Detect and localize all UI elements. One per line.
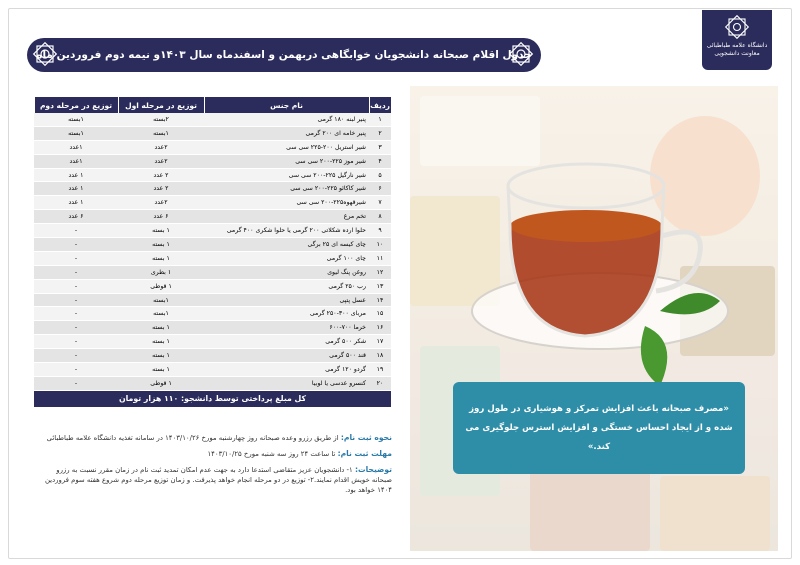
stage-one-qty: ۲بسته — [118, 113, 204, 126]
stage-one-qty: ۱ قوطی — [118, 376, 204, 390]
table-row — [34, 210, 391, 224]
table-row — [34, 196, 391, 210]
stage-two-qty: - — [34, 349, 118, 363]
table-row — [34, 376, 391, 390]
row-number: ۱۵ — [369, 307, 391, 321]
stage-two-qty: - — [34, 363, 118, 377]
star-ornament-icon — [30, 39, 60, 69]
table-row — [34, 238, 391, 252]
row-number: ۱۳ — [369, 279, 391, 293]
stage-one-qty: ۱ بسته — [118, 349, 204, 363]
page-title: جدول اقلام صبحانه دانشجویان خوابگاهی دربهمن و اسفندماه سال ۱۴۰۳و نیمه دوم فروردین ماه ۱۴۰۴ — [27, 38, 541, 72]
registration-label: نحوه ثبت نام: — [340, 433, 392, 442]
deadline-text: تا ساعت ۲۴ روز سه شنبه مورخ ۱۴۰۳/۱۰/۲۵ — [207, 450, 336, 458]
stage-two-qty: - — [34, 265, 118, 279]
stage-two-qty: ۶ عدد — [34, 210, 118, 224]
logo-line-1: دانشگاه علامه طباطبائی — [706, 42, 768, 49]
table-row — [34, 182, 391, 196]
university-emblem-icon — [724, 14, 750, 40]
table-row — [34, 335, 391, 349]
row-number: ۱۷ — [369, 335, 391, 349]
stage-one-qty: ۶ عدد — [118, 210, 204, 224]
stage-two-qty: ۱ عدد — [34, 182, 118, 196]
item-name: عسل پتپی — [204, 293, 369, 307]
stage-two-qty: ۱بسته — [34, 113, 118, 126]
row-number: ۱۰ — [369, 238, 391, 252]
item-name: گردو ۱۲۰ گرمی — [204, 363, 369, 377]
item-name: روغن پنگ لیوی — [204, 265, 369, 279]
item-name: شیر نارگیل ۲۲۵-۲۰۰ سی سی — [204, 168, 369, 182]
item-name: شیرقهوه۲۲۵-۲۰۰ سی سی — [204, 196, 369, 210]
stage-one-qty: ۲عدد — [118, 154, 204, 168]
stage-one-qty: ۱ بسته — [118, 238, 204, 252]
stage-one-qty: ۱ بسته — [118, 335, 204, 349]
stage-two-qty: ۱ عدد — [34, 168, 118, 182]
stage-two-qty: ۱عدد — [34, 140, 118, 154]
stage-one-qty: ۱ بسته — [118, 224, 204, 238]
stage-one-qty: ۱بسته — [118, 126, 204, 140]
table-row — [34, 279, 391, 293]
item-name: شیر موز ۲۲۵-۲۰۰ سی سی — [204, 154, 369, 168]
row-number: ۱۱ — [369, 251, 391, 265]
table-row — [34, 251, 391, 265]
row-number: ۱۸ — [369, 349, 391, 363]
stage-two-qty: - — [34, 238, 118, 252]
row-number: ۴ — [369, 154, 391, 168]
stage-two-qty: ۱عدد — [34, 154, 118, 168]
table-header-row — [34, 97, 391, 113]
explanation-label: توضیحات: — [354, 465, 392, 474]
stage-one-qty: ۲ عدد — [118, 182, 204, 196]
item-name: چای ۱۰۰ گرمی — [204, 251, 369, 265]
row-number: ۱۲ — [369, 265, 391, 279]
item-name: رب ۲۵۰ گرمی — [204, 279, 369, 293]
row-number: ۱۴ — [369, 293, 391, 307]
item-name: شیر استریل ۲۰۰-۲۲۵ سی سی — [204, 140, 369, 154]
stage-two-qty: - — [34, 224, 118, 238]
table-row — [34, 265, 391, 279]
table-row — [34, 126, 391, 140]
row-number: ۱۶ — [369, 321, 391, 335]
stage-one-qty: ۱ بطری — [118, 265, 204, 279]
item-name: پنیر لبنه ۱۸۰ گرمی — [204, 113, 369, 126]
stage-two-qty: - — [34, 307, 118, 321]
stage-one-qty: ۱بسته — [118, 293, 204, 307]
row-number: ۲ — [369, 126, 391, 140]
stage-one-qty: ۱ بسته — [118, 251, 204, 265]
explanation-text: ۱- دانشجویان عزیز متقاضی استدعا دارد به جهت عدم امکان تمدید ثبت نام در زمان مقرر نسبت به رزرو صبحانه خویش اقدام نمایند.۲- توزیع در دو مرحله انجام خواهد پذیرفت. و زمان توزیع مرحله دوم شروع هفته سوم فروردین ۱۴۰۴ خواهد بود. — [44, 466, 392, 494]
table-row — [34, 321, 391, 335]
stage-one-qty: ۲عدد — [118, 140, 204, 154]
stage-two-qty: - — [34, 279, 118, 293]
stage-two-qty: - — [34, 293, 118, 307]
stage-two-qty: - — [34, 335, 118, 349]
row-number: ۷ — [369, 196, 391, 210]
stage-two-qty: - — [34, 251, 118, 265]
table-row — [34, 154, 391, 168]
explanation-note — [40, 465, 392, 495]
item-name: خرما ۷۰۰-۶۰۰ — [204, 321, 369, 335]
stage-one-qty: ۱بسته — [118, 307, 204, 321]
tea-cup-icon — [410, 86, 778, 551]
item-name: پنیر خامه ای ۲۰۰ گرمی — [204, 126, 369, 140]
table-row — [34, 363, 391, 377]
stage-two-qty: ۱بسته — [34, 126, 118, 140]
stage-one-qty: ۲ عدد — [118, 168, 204, 182]
deadline-label: مهلت ثبت نام: — [337, 449, 392, 458]
item-name: چای کیسه ای ۲۵ برگی — [204, 238, 369, 252]
table-row — [34, 140, 391, 154]
total-price: کل مبلغ پرداختی توسط دانشجو: ۱۱۰ هزار تومان — [34, 391, 391, 407]
deadline-note — [40, 449, 392, 459]
stage-two-qty: - — [34, 376, 118, 390]
item-name: مربای ۳۰۰-۲۵۰ گرمی — [204, 307, 369, 321]
row-number: ۱ — [369, 113, 391, 126]
item-name: شکر ۵۰۰ گرمی — [204, 335, 369, 349]
breakfast-photo — [410, 86, 778, 551]
table-row — [34, 293, 391, 307]
row-number: ۱۹ — [369, 363, 391, 377]
header-item-name: نام جنس — [204, 97, 369, 113]
stage-two-qty: ۱ عدد — [34, 196, 118, 210]
logo-line-2: معاونت دانشجویی — [714, 50, 760, 57]
item-name: شیر کاکائو ۲۲۵-۲۰۰ سی سی — [204, 182, 369, 196]
header-stage-one: توزیع در مرحله اول — [118, 97, 204, 113]
row-number: ۵ — [369, 168, 391, 182]
row-number: ۹ — [369, 224, 391, 238]
stage-one-qty: ۱ بسته — [118, 363, 204, 377]
star-ornament-icon — [506, 39, 536, 69]
row-number: ۲۰ — [369, 376, 391, 390]
university-logo — [702, 10, 772, 70]
stage-one-qty: ۲عدد — [118, 196, 204, 210]
table-row — [34, 224, 391, 238]
stage-one-qty: ۱ قوطی — [118, 279, 204, 293]
item-name: قند ۵۰۰ گرمی — [204, 349, 369, 363]
row-number: ۳ — [369, 140, 391, 154]
item-name: حلوا ارده شکلاتی ۲۰۰ گرمی یا حلوا شکری ۴۰۰ گرمی — [204, 224, 369, 238]
items-table — [34, 97, 391, 407]
breakfast-quote: «مصرف صبحانه باعث افزایش تمرکز و هوشیاری در طول روز شده و از ایجاد احساس خستگی و افزایش استرس جلوگیری می کند.» — [453, 382, 745, 474]
table-row — [34, 113, 391, 126]
stage-one-qty: ۱ بسته — [118, 321, 204, 335]
item-name: تخم مرغ — [204, 210, 369, 224]
row-number: ۸ — [369, 210, 391, 224]
notes-section — [40, 433, 392, 501]
header-row-number: ردیف — [369, 97, 391, 113]
table-row — [34, 349, 391, 363]
table-row — [34, 168, 391, 182]
item-name: کنسرو عدسی یا لوبیا — [204, 376, 369, 390]
row-number: ۶ — [369, 182, 391, 196]
registration-text: از طریق رزرو وعده صبحانه روز چهارشنبه مورخ ۱۴۰۳/۱۰/۲۶ در سامانه تغذیه دانشگاه علامه طباطبائی — [46, 434, 339, 442]
table-row — [34, 307, 391, 321]
stage-two-qty: - — [34, 321, 118, 335]
registration-note — [40, 433, 392, 443]
header-stage-two: توزیع در مرحله دوم — [34, 97, 118, 113]
